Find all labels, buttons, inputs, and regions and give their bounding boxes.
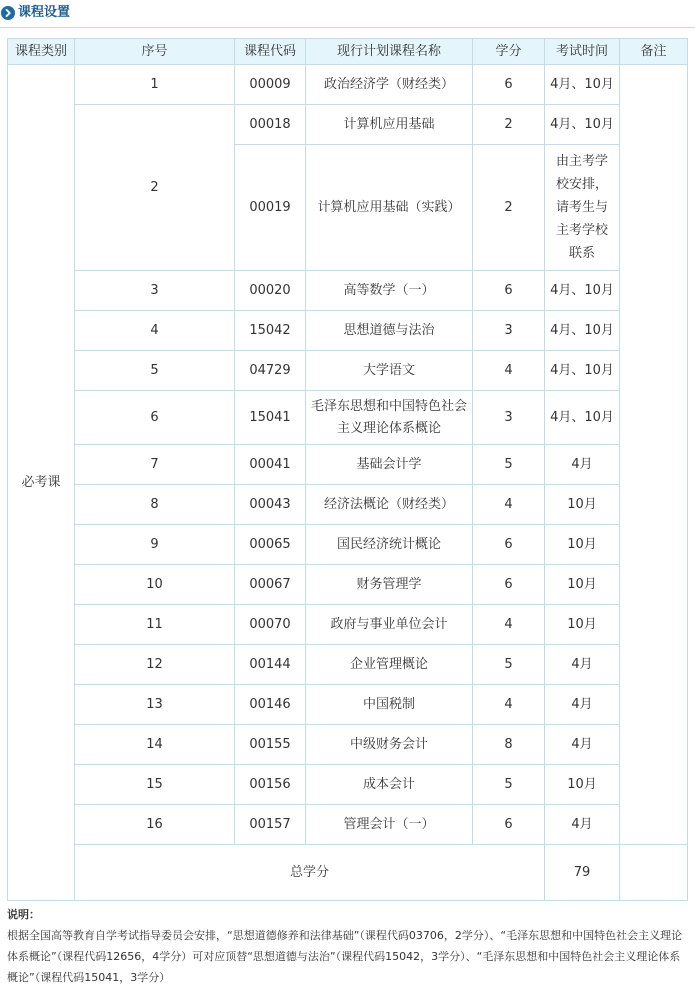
credit-cell: 4: [473, 485, 545, 525]
exam-time-cell: 4月、10月: [545, 65, 620, 105]
seq-cell: 12: [75, 645, 235, 685]
table-row: [8, 391, 688, 445]
exam-time-cell: 4月、10月: [545, 105, 620, 145]
credit-cell: 3: [473, 311, 545, 351]
credit-cell: 5: [473, 445, 545, 485]
seq-cell: 1: [75, 65, 235, 105]
course-name-cell: 毛泽东思想和中国特色社会主义理论体系概论: [306, 391, 473, 445]
section-header: [0, 0, 695, 28]
table-row: [8, 525, 688, 565]
code-cell: 00144: [235, 645, 306, 685]
table-row: [8, 565, 688, 605]
table-row: [8, 805, 688, 845]
exam-time-cell: 4月: [545, 725, 620, 765]
course-name-cell: 财务管理学: [306, 565, 473, 605]
notes-text: 根据全国高等教育自学考试指导委员会安排，“思想道德修养和法律基础”（课程代码03706，2学分）、“毛泽东思想和中国特色社会主义理论体系概论”（课程代码12656，4学分）可对应顶替“思想道德与法治”（课程代码15042，3学分）、“毛泽东思想和中国特色社会主义理论体系概论”（课程代码15041，3学分）: [7, 929, 683, 984]
course-name-cell: 思想道德与法治: [306, 311, 473, 351]
exam-time-cell: 由主考学校安排，请考生与主考学校联系: [545, 145, 620, 271]
table-row: [8, 765, 688, 805]
exam-time-cell: 4月: [545, 805, 620, 845]
course-name-cell: 企业管理概论: [306, 645, 473, 685]
credit-cell: 3: [473, 391, 545, 445]
notes-section: [7, 904, 689, 988]
course-name-cell: 高等数学（一）: [306, 271, 473, 311]
header-code: 课程代码: [235, 39, 306, 65]
seq-cell: 5: [75, 351, 235, 391]
credit-cell: 4: [473, 605, 545, 645]
header-name: 现行计划课程名称: [306, 39, 473, 65]
credit-cell: 6: [473, 525, 545, 565]
seq-cell: 15: [75, 765, 235, 805]
seq-cell: 14: [75, 725, 235, 765]
table-row: [8, 605, 688, 645]
remark-cell: [620, 65, 688, 845]
seq-cell: 3: [75, 271, 235, 311]
course-name-cell: 管理会计（一）: [306, 805, 473, 845]
header-remark: 备注: [620, 39, 688, 65]
table-row: [8, 65, 688, 105]
header-category: 课程类别: [8, 39, 75, 65]
total-credits: 79: [545, 845, 620, 901]
section-title: 课程设置: [18, 5, 71, 20]
exam-time-cell: 4月、10月: [545, 391, 620, 445]
category-cell: 必考课: [8, 65, 75, 901]
seq-cell: 10: [75, 565, 235, 605]
total-exam-empty: [620, 845, 688, 901]
code-cell: 00157: [235, 805, 306, 845]
table-row: [8, 445, 688, 485]
exam-time-cell: 10月: [545, 485, 620, 525]
code-cell: 00156: [235, 765, 306, 805]
credit-cell: 6: [473, 65, 545, 105]
seq-cell: 2: [75, 105, 235, 271]
table-row: [8, 685, 688, 725]
seq-cell: 11: [75, 605, 235, 645]
course-name-cell: 计算机应用基础: [306, 105, 473, 145]
seq-cell: 6: [75, 391, 235, 445]
table-row: [8, 351, 688, 391]
code-cell: 00020: [235, 271, 306, 311]
credit-cell: 2: [473, 145, 545, 271]
credit-cell: 5: [473, 645, 545, 685]
seq-cell: 9: [75, 525, 235, 565]
code-cell: 15041: [235, 391, 306, 445]
table-row: [8, 105, 688, 145]
code-cell: 04729: [235, 351, 306, 391]
code-cell: 00009: [235, 65, 306, 105]
seq-cell: 13: [75, 685, 235, 725]
exam-time-cell: 4月、10月: [545, 351, 620, 391]
code-cell: 00065: [235, 525, 306, 565]
code-cell: 00018: [235, 105, 306, 145]
code-cell: 00041: [235, 445, 306, 485]
exam-time-cell: 10月: [545, 765, 620, 805]
course-name-cell: 国民经济统计概论: [306, 525, 473, 565]
seq-cell: 7: [75, 445, 235, 485]
credit-cell: 6: [473, 271, 545, 311]
total-row: [8, 845, 688, 901]
credit-cell: 8: [473, 725, 545, 765]
exam-time-cell: 10月: [545, 565, 620, 605]
course-name-cell: 政治经济学（财经类）: [306, 65, 473, 105]
course-table: [7, 38, 688, 901]
table-row: [8, 311, 688, 351]
table-header-row: [8, 39, 688, 65]
course-name-cell: 大学语文: [306, 351, 473, 391]
header-seq: 序号: [75, 39, 235, 65]
code-cell: 00070: [235, 605, 306, 645]
credit-cell: 4: [473, 351, 545, 391]
code-cell: 15042: [235, 311, 306, 351]
seq-cell: 16: [75, 805, 235, 845]
table-row: [8, 485, 688, 525]
credit-cell: 6: [473, 805, 545, 845]
course-name-cell: 基础会计学: [306, 445, 473, 485]
seq-cell: 8: [75, 485, 235, 525]
course-name-cell: 中级财务会计: [306, 725, 473, 765]
table-row: [8, 645, 688, 685]
credit-cell: 2: [473, 105, 545, 145]
credit-cell: 4: [473, 685, 545, 725]
table-row: [8, 725, 688, 765]
exam-time-cell: 4月: [545, 685, 620, 725]
exam-time-cell: 10月: [545, 605, 620, 645]
exam-time-cell: 4月: [545, 645, 620, 685]
code-cell: 00155: [235, 725, 306, 765]
header-exam-time: 考试时间: [545, 39, 620, 65]
header-credit: 学分: [473, 39, 545, 65]
course-name-cell: 中国税制: [306, 685, 473, 725]
seq-cell: 4: [75, 311, 235, 351]
course-name-cell: 成本会计: [306, 765, 473, 805]
code-cell: 00146: [235, 685, 306, 725]
exam-time-cell: 10月: [545, 525, 620, 565]
code-cell: 00043: [235, 485, 306, 525]
total-label: 总学分: [75, 845, 545, 901]
credit-cell: 6: [473, 565, 545, 605]
exam-time-cell: 4月: [545, 445, 620, 485]
course-name-cell: 计算机应用基础（实践）: [306, 145, 473, 271]
exam-time-cell: 4月、10月: [545, 271, 620, 311]
chevron-right-icon: [1, 6, 15, 20]
course-name-cell: 经济法概论（财经类）: [306, 485, 473, 525]
exam-time-cell: 4月、10月: [545, 311, 620, 351]
credit-cell: 5: [473, 765, 545, 805]
code-cell: 00067: [235, 565, 306, 605]
code-cell: 00019: [235, 145, 306, 271]
course-name-cell: 政府与事业单位会计: [306, 605, 473, 645]
table-row: [8, 271, 688, 311]
notes-label: 说明：: [7, 908, 40, 921]
